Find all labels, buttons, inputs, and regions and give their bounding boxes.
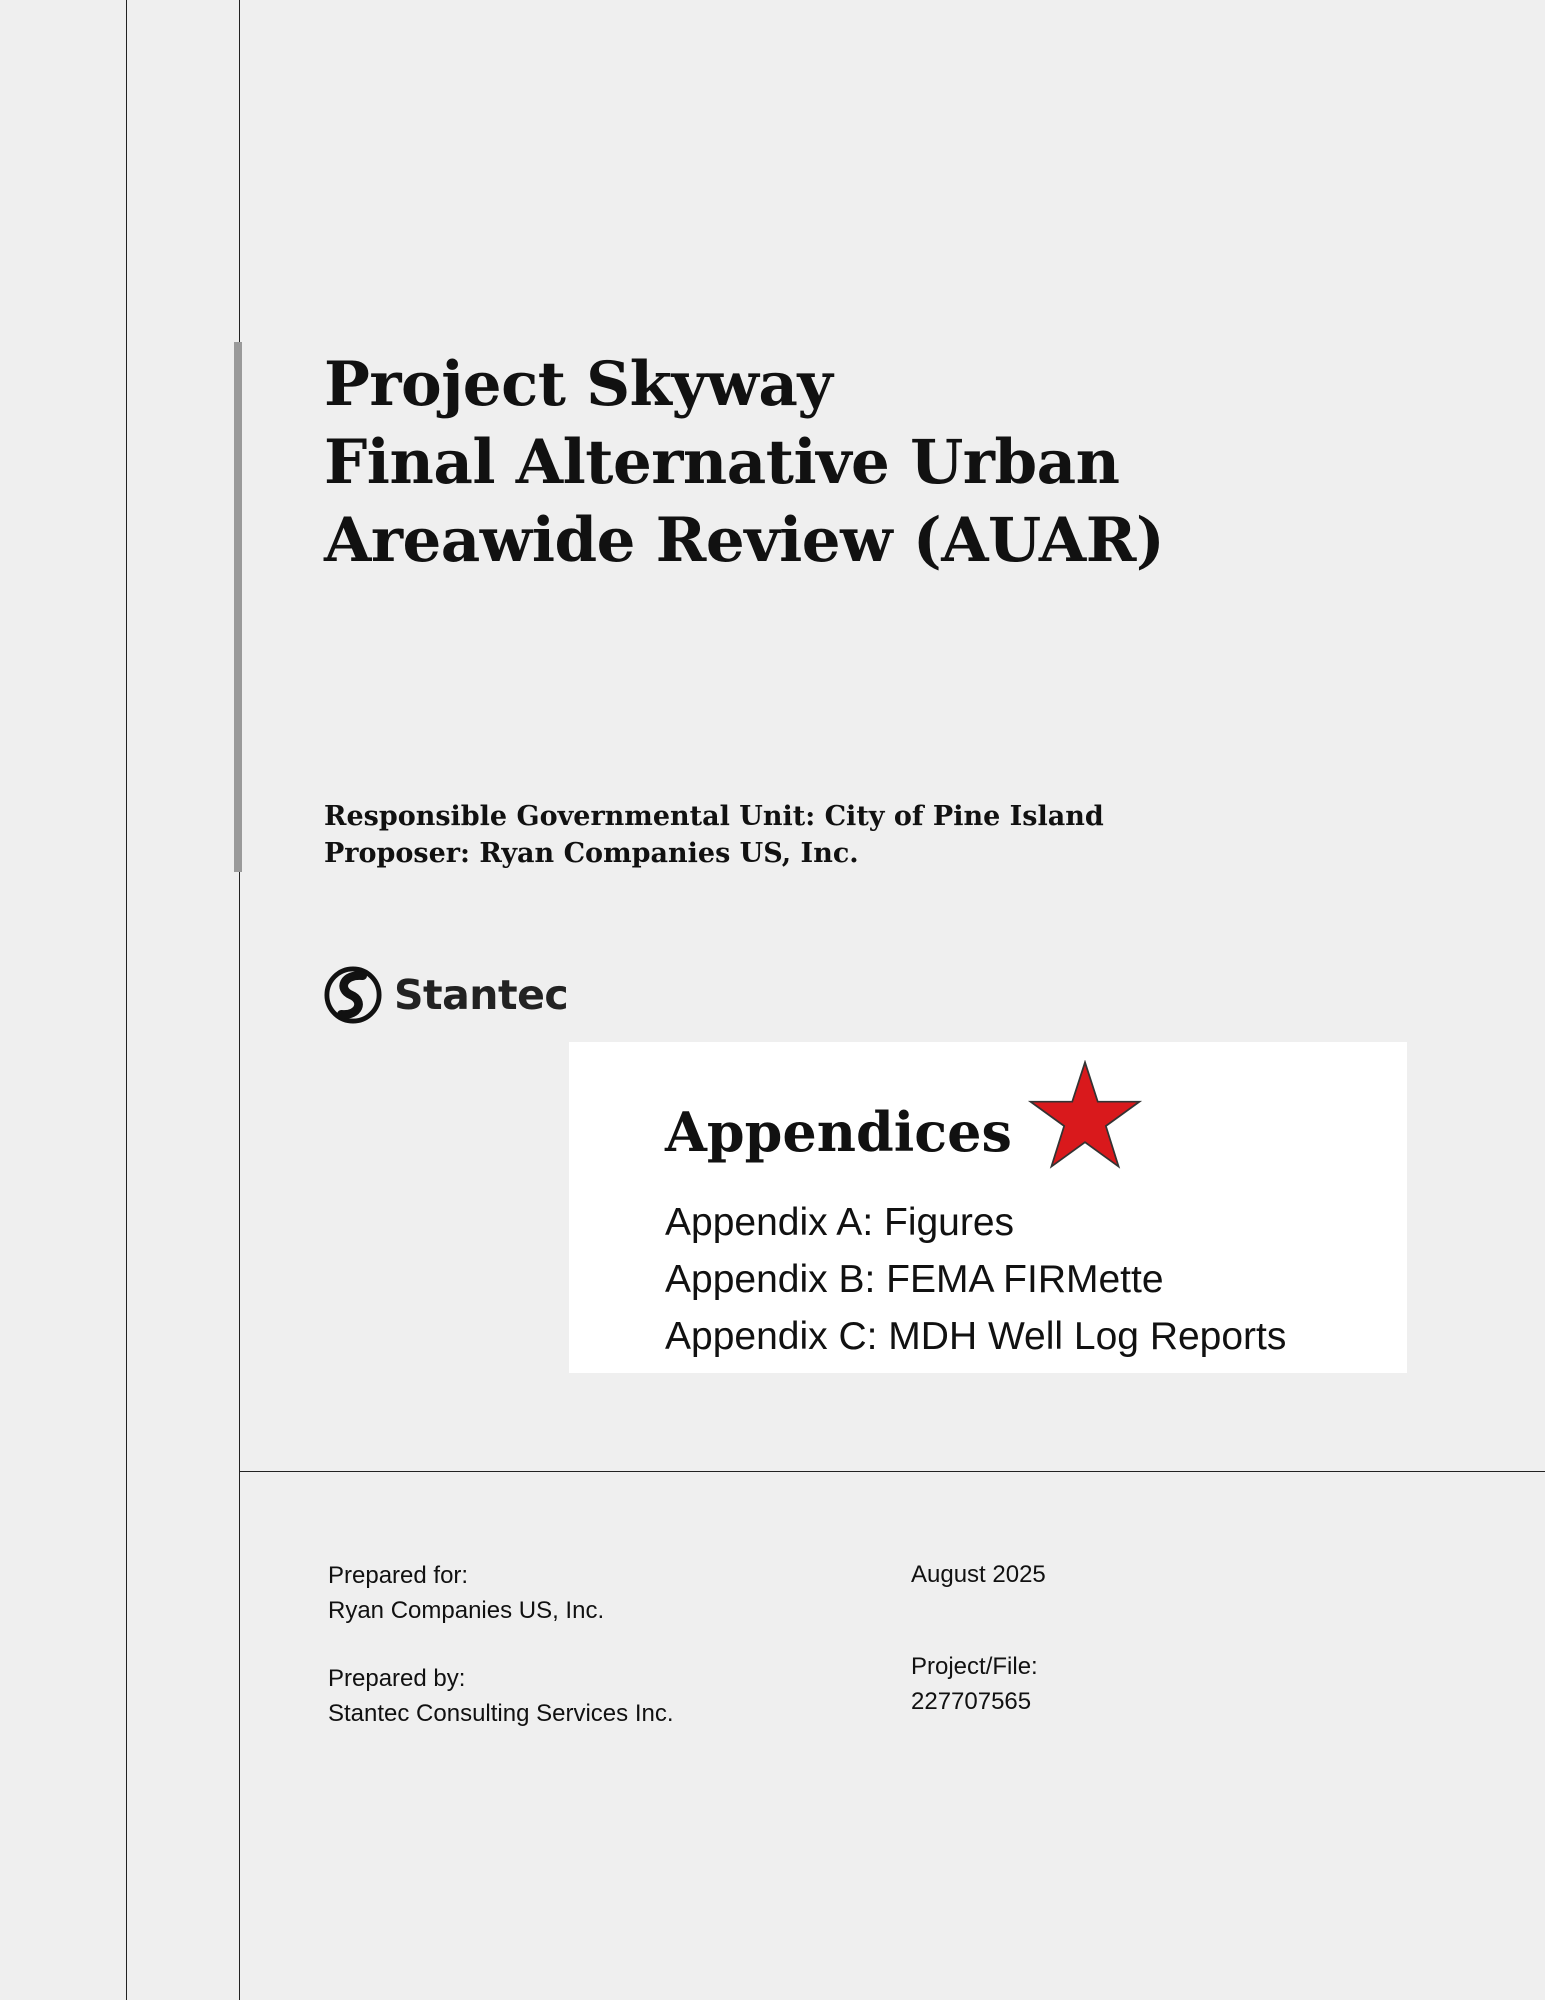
title-accent-bar — [234, 342, 242, 872]
prepared-for-value: Ryan Companies US, Inc. — [328, 1597, 605, 1624]
project-file-block — [911, 1649, 1038, 1719]
prepared-by-block — [328, 1661, 674, 1731]
title-line-1: Project Skyway — [324, 349, 833, 420]
project-file-label: Project/File: — [911, 1653, 1038, 1680]
title-line-2: Final Alternative Urban — [324, 427, 1120, 498]
footer-divider — [239, 1471, 1545, 1472]
report-date: August 2025 — [911, 1561, 1046, 1588]
appendices-heading: Appendices — [665, 1100, 1012, 1164]
project-file-number: 227707565 — [911, 1688, 1032, 1715]
inner-margin-rule — [239, 0, 240, 2000]
document-title — [324, 346, 1164, 580]
proposer: Proposer: Ryan Companies US, Inc. — [324, 838, 859, 869]
appendix-item: Appendix C: MDH Well Log Reports — [665, 1315, 1287, 1358]
prepared-for-label: Prepared for: — [328, 1562, 469, 1589]
title-line-3: Areawide Review (AUAR) — [324, 505, 1165, 576]
left-margin-rule — [126, 0, 127, 2000]
appendix-item: Appendix A: Figures — [665, 1201, 1015, 1244]
prepared-for-block — [328, 1558, 604, 1628]
appendices-box — [569, 1042, 1407, 1373]
prepared-by-label: Prepared by: — [328, 1665, 466, 1692]
responsible-unit: Responsible Governmental Unit: City of Pine Island — [324, 801, 1104, 832]
date-block — [911, 1557, 1046, 1592]
red-star-icon — [1027, 1060, 1143, 1170]
appendix-list — [665, 1194, 1286, 1365]
project-parties — [324, 798, 1104, 872]
appendix-item: Appendix B: FEMA FIRMette — [665, 1258, 1164, 1301]
stantec-logo — [324, 964, 568, 1026]
logo-wordmark: Stantec — [394, 971, 569, 1019]
prepared-by-value: Stantec Consulting Services Inc. — [328, 1700, 674, 1727]
stantec-s-logo-icon — [324, 964, 382, 1026]
